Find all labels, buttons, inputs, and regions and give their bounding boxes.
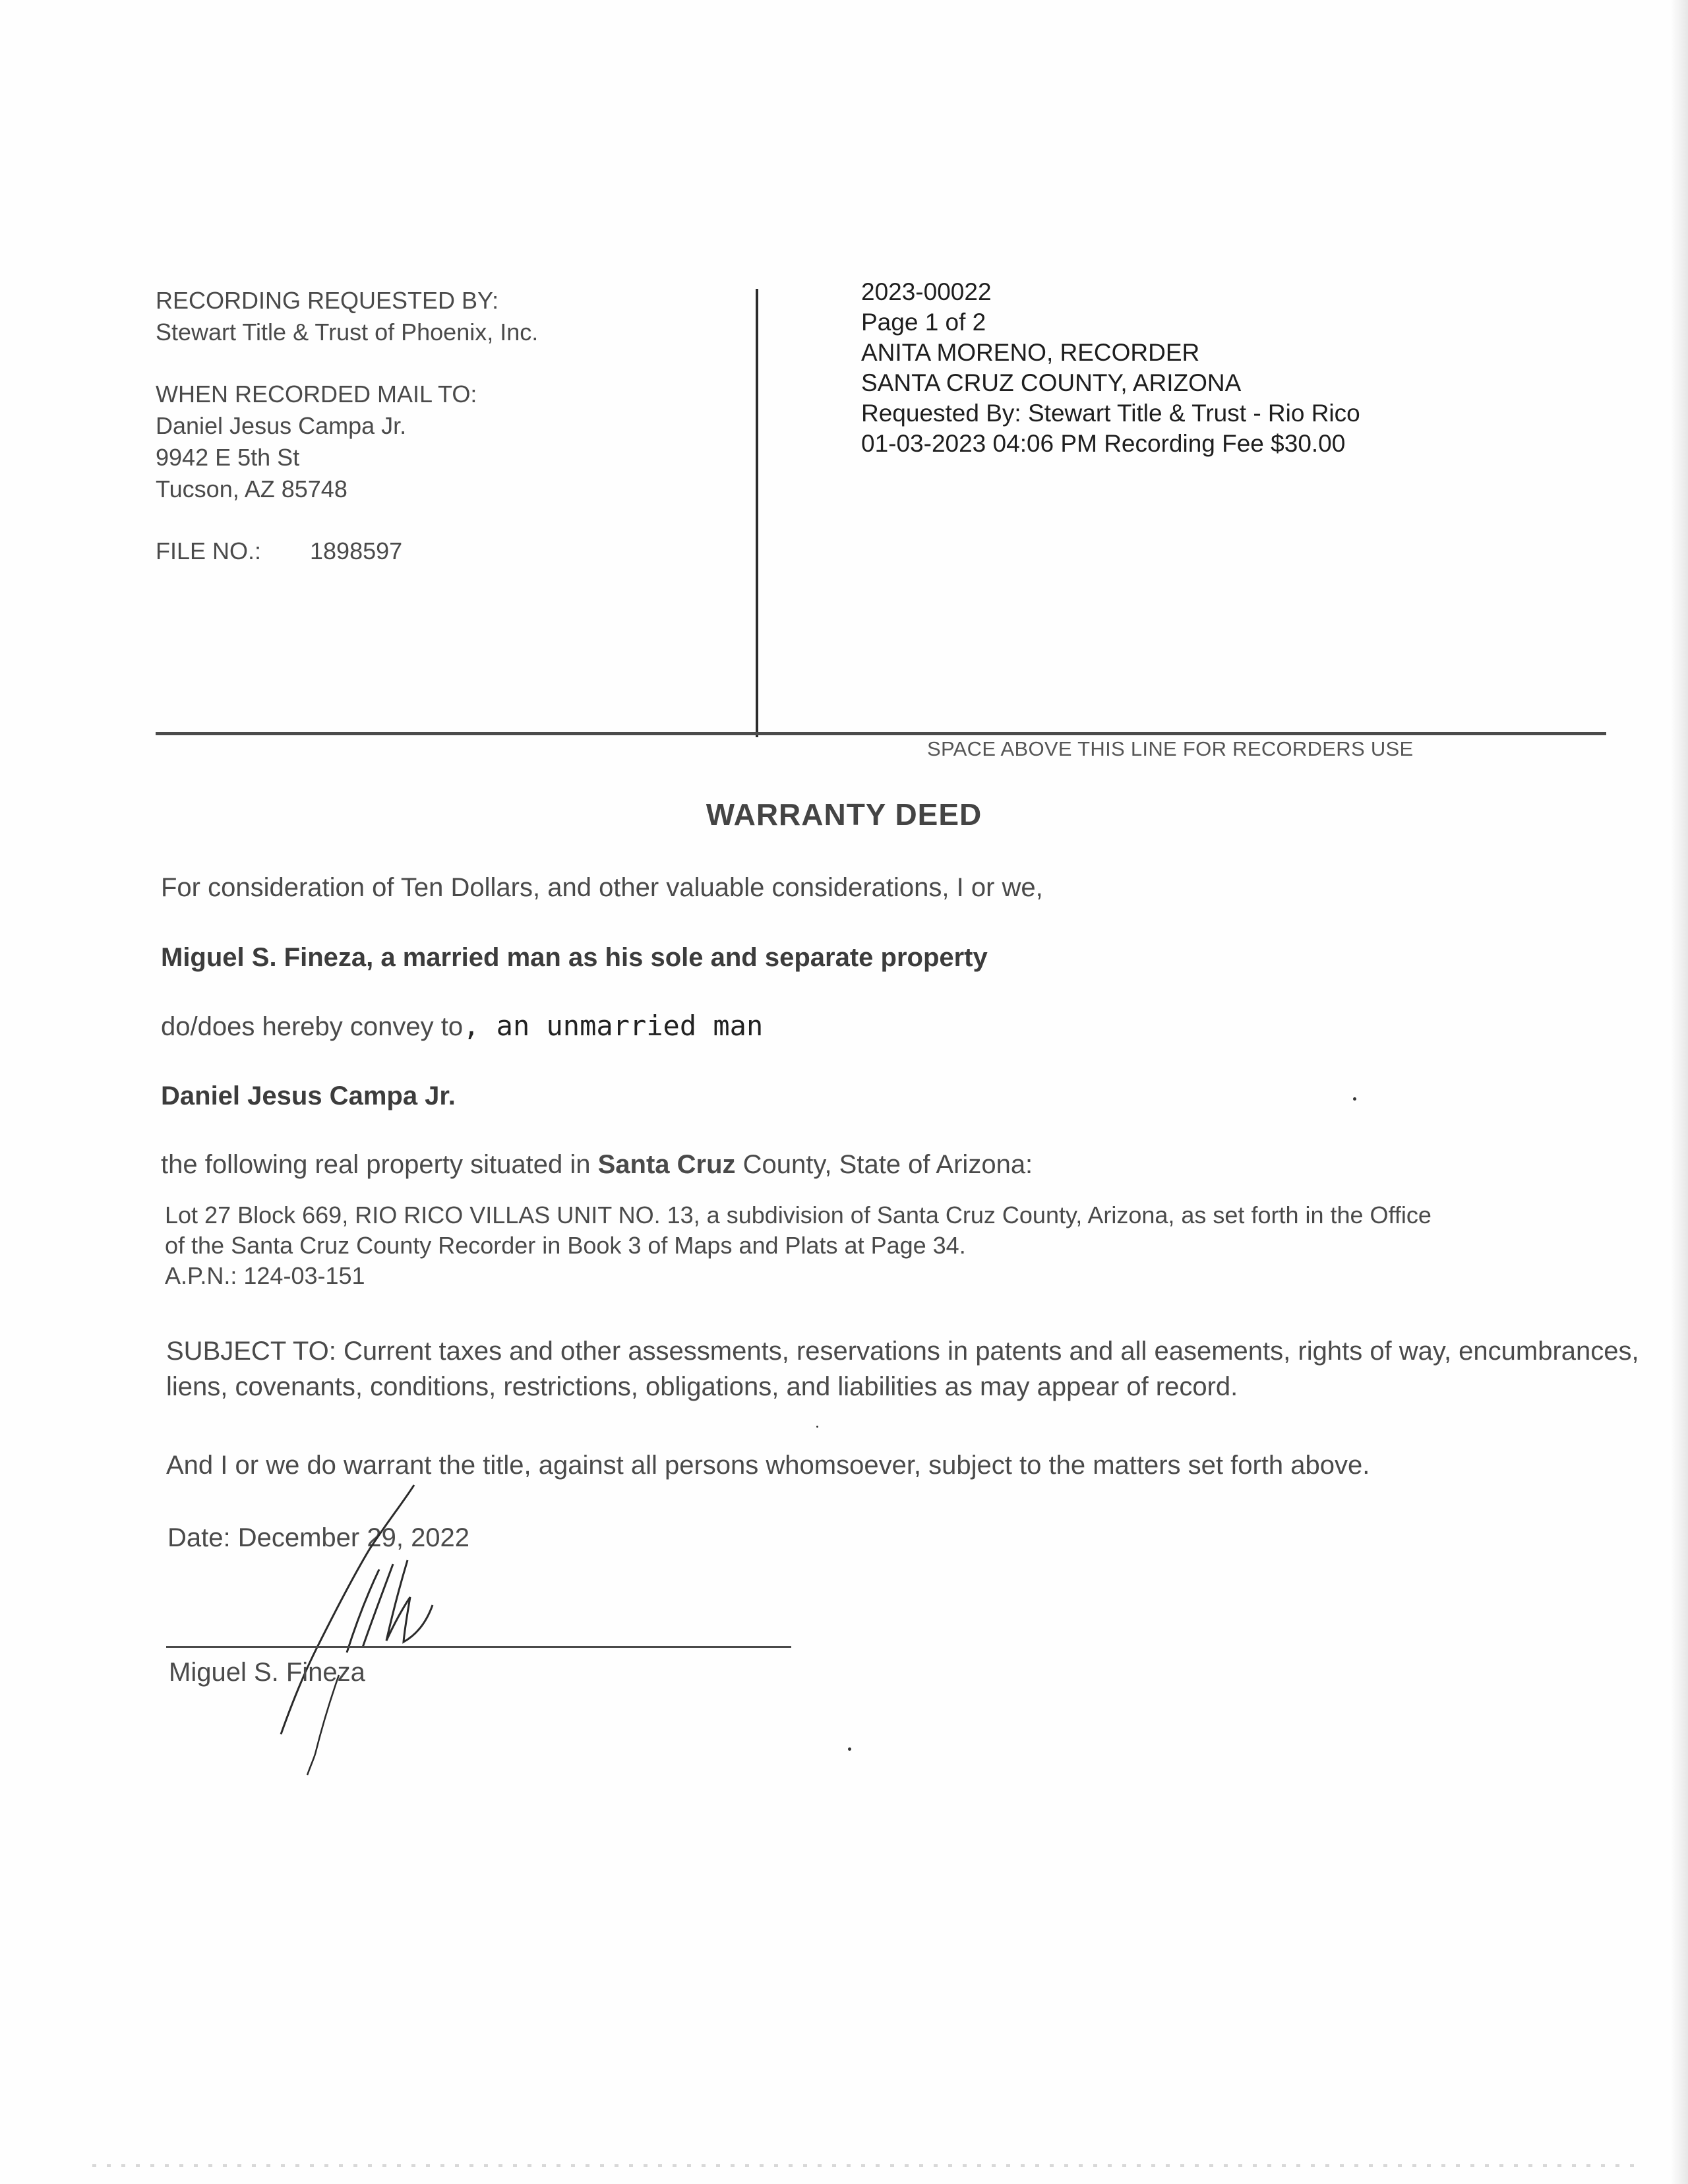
mail-to-city: Tucson, AZ 85748 xyxy=(156,475,347,502)
property-clause xyxy=(161,1147,1033,1182)
grantor-signature xyxy=(237,1477,462,1780)
requested-by-label: RECORDING REQUESTED BY: xyxy=(156,287,499,314)
property-prefix: the following real property situated in xyxy=(161,1150,598,1179)
legal-line-2: of the Santa Cruz County Recorder in Book 3 of Maps and Plats at Page 34. xyxy=(165,1232,966,1259)
scan-speck xyxy=(816,1426,818,1428)
property-suffix: County, State of Arizona: xyxy=(735,1150,1033,1179)
recorder-stamp xyxy=(861,277,1521,459)
recorder-name: ANITA MORENO, RECORDER xyxy=(861,339,1200,366)
recorders-use-note: SPACE ABOVE THIS LINE FOR RECORDERS USE xyxy=(927,737,1414,760)
mail-to-name: Daniel Jesus Campa Jr. xyxy=(156,412,407,439)
recorders-use-rule xyxy=(156,732,1606,735)
recording-info xyxy=(156,285,736,567)
file-number xyxy=(156,535,736,567)
legal-line-1: Lot 27 Block 669, RIO RICO VILLAS UNIT NO. 13, a subdivision of Santa Cruz County, Arizona, as set forth in the Office xyxy=(165,1201,1432,1228)
subject-to-clause: SUBJECT TO: Current taxes and other assessments, reservations in patents and all easements, rights of way, encumbrances, liens, covenants, conditions, restrictions, obligations, and liabilities as may appear of record. xyxy=(166,1337,1639,1401)
grantor: Miguel S. Fineza, a married man as his sole and separate property xyxy=(161,943,988,972)
deed-date: Date: December 29, 2022 xyxy=(167,1523,470,1552)
scan-speck xyxy=(1353,1097,1356,1101)
recorder-county: SANTA CRUZ COUNTY, ARIZONA xyxy=(861,369,1242,396)
convey-prefix: do/does hereby convey to xyxy=(161,1012,464,1041)
grantee: Daniel Jesus Campa Jr. xyxy=(161,1081,456,1110)
file-no-value: 1898597 xyxy=(310,537,403,564)
stamp-requested-by: Requested By: Stewart Title & Trust - Rio Rico xyxy=(861,400,1360,427)
recording-requested-block xyxy=(156,285,736,348)
consideration-clause: For consideration of Ten Dollars, and other valuable considerations, I or we, xyxy=(161,873,1043,902)
conveyance-clause xyxy=(161,1009,763,1044)
convey-typed-insert: , an unmarried man xyxy=(463,1010,764,1042)
stamp-date-fee: 01-03-2023 04:06 PM Recording Fee $30.00 xyxy=(861,430,1346,457)
file-no-label: FILE NO.: xyxy=(156,537,262,564)
page-count: Page 1 of 2 xyxy=(861,309,986,336)
scan-edge xyxy=(1670,0,1688,2184)
apn: A.P.N.: 124-03-151 xyxy=(165,1262,365,1289)
property-county: Santa Cruz xyxy=(597,1150,736,1179)
mail-to-street: 9942 E 5th St xyxy=(156,444,300,471)
vertical-divider xyxy=(756,289,758,737)
warranty-clause: And I or we do warrant the title, against all persons whomsoever, subject to the matters set forth above. xyxy=(166,1451,1370,1480)
instrument-number: 2023-00022 xyxy=(861,278,992,305)
legal-description xyxy=(165,1200,1615,1291)
signer-name: Miguel S. Fineza xyxy=(169,1658,365,1687)
scan-bottom-noise xyxy=(92,2164,1635,2167)
requested-by-name: Stewart Title & Trust of Phoenix, Inc. xyxy=(156,318,539,346)
mail-to-block xyxy=(156,379,736,505)
scan-speck xyxy=(848,1747,851,1751)
signature-line xyxy=(166,1646,791,1648)
document-title: WARRANTY DEED xyxy=(706,797,982,832)
mail-to-label: WHEN RECORDED MAIL TO: xyxy=(156,380,477,408)
